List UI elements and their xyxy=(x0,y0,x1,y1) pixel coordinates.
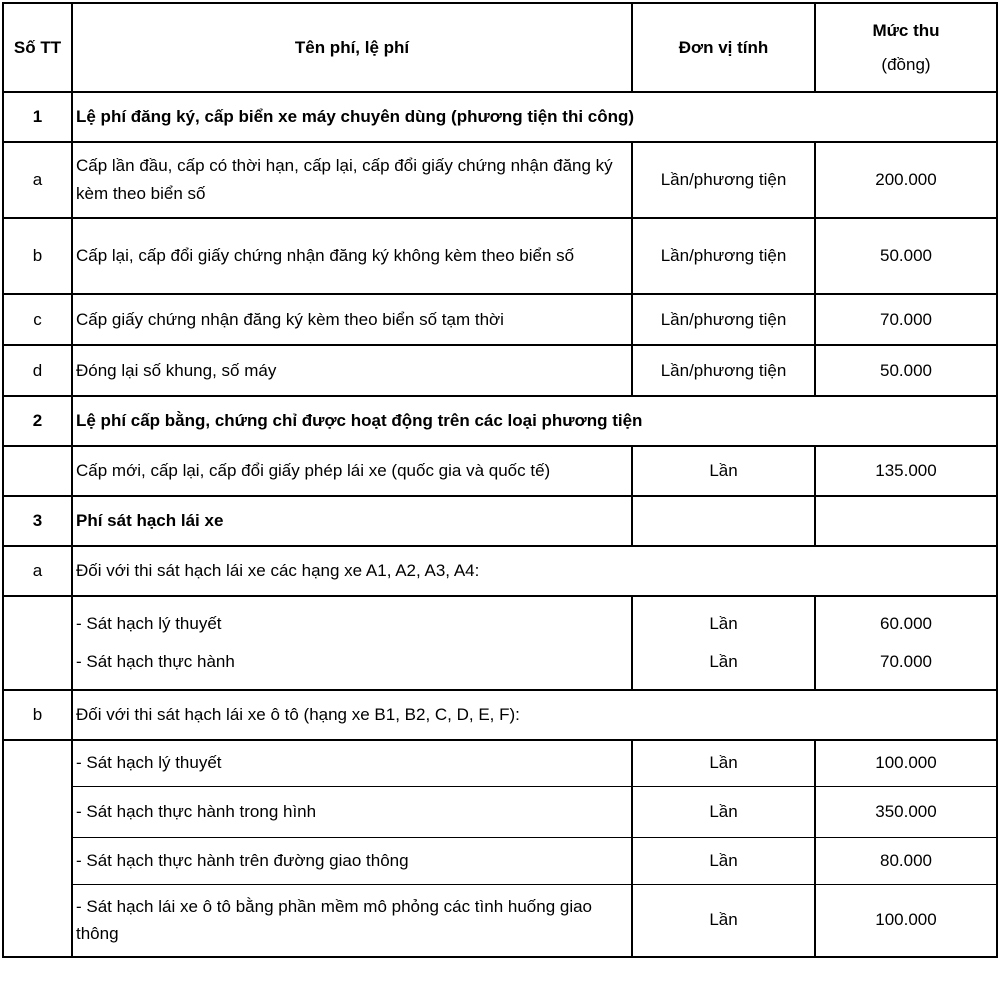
fee-row-3a-items xyxy=(3,596,997,690)
unit-cell: Lần xyxy=(632,740,815,786)
fee-name-cell: - Sát hạch lái xe ô tô bằng phần mềm mô phỏng các tình huống giao thông xyxy=(72,884,632,957)
section-title-cell: Lệ phí cấp bằng, chứng chỉ được hoạt động trên các loại phương tiện xyxy=(72,396,997,446)
fee-row-3b2 xyxy=(3,786,997,837)
col-header-amount-currency: (đồng) xyxy=(881,54,931,74)
unit-cell: Lần xyxy=(632,837,815,884)
fee-row-3b4 xyxy=(3,884,997,957)
amount-cell: 135.000 xyxy=(815,446,997,496)
row-number-cell xyxy=(3,446,72,496)
section-title-cell: Lệ phí đăng ký, cấp biển xe máy chuyên dùng (phương tiện thi công) xyxy=(72,92,997,142)
row-number-cell: a xyxy=(3,142,72,218)
row-number-cell: c xyxy=(3,294,72,345)
amount-cell: 350.000 xyxy=(815,786,997,837)
amount-cell xyxy=(815,596,997,690)
col-header-number: Số TT xyxy=(3,3,72,92)
fee-name-cell: Cấp lần đầu, cấp có thời hạn, cấp lại, cấp đổi giấy chứng nhận đăng ký kèm theo biển số xyxy=(72,142,632,218)
unit-cell: Lần/phương tiện xyxy=(632,294,815,345)
fee-row-2x xyxy=(3,446,997,496)
fee-row-1a xyxy=(3,142,997,218)
unit-cell: Lần xyxy=(632,786,815,837)
section-row-2 xyxy=(3,396,997,446)
fee-row-1b xyxy=(3,218,997,294)
subsection-title-cell: Đối với thi sát hạch lái xe ô tô (hạng xe B1, B2, C, D, E, F): xyxy=(72,690,997,740)
row-number-cell: b xyxy=(3,690,72,740)
unit-cell xyxy=(632,596,815,690)
fee-name-cell: Cấp lại, cấp đổi giấy chứng nhận đăng ký không kèm theo biển số xyxy=(72,218,632,294)
fee-name-cell xyxy=(72,596,632,690)
amount-cell: 50.000 xyxy=(815,218,997,294)
fee-name-cell: - Sát hạch thực hành trong hình xyxy=(72,786,632,837)
subsection-row-3a xyxy=(3,546,997,596)
fee-row-3b1 xyxy=(3,740,997,786)
fee-name-cell: Đóng lại số khung, số máy xyxy=(72,345,632,396)
unit-cell: Lần xyxy=(632,446,815,496)
unit-cell: Lần/phương tiện xyxy=(632,218,815,294)
unit-cell: Lần xyxy=(632,884,815,957)
section-row-1 xyxy=(3,92,997,142)
unit-cell: Lần/phương tiện xyxy=(632,345,815,396)
amount-line: 70.000 xyxy=(880,652,932,671)
subsection-row-3b xyxy=(3,690,997,740)
amount-cell: 80.000 xyxy=(815,837,997,884)
col-header-amount-title: Mức thu xyxy=(872,20,940,40)
fee-row-1d xyxy=(3,345,997,396)
subsection-title-cell: Đối với thi sát hạch lái xe các hạng xe A1, A2, A3, A4: xyxy=(72,546,997,596)
row-number-cell: a xyxy=(3,546,72,596)
row-number-cell: 1 xyxy=(3,92,72,142)
fee-name-cell: Cấp mới, cấp lại, cấp đổi giấy phép lái xe (quốc gia và quốc tế) xyxy=(72,446,632,496)
unit-line: Lần xyxy=(709,652,738,671)
amount-cell xyxy=(815,496,997,546)
section-row-3 xyxy=(3,496,997,546)
amount-cell: 200.000 xyxy=(815,142,997,218)
col-header-unit: Đơn vị tính xyxy=(632,3,815,92)
row-number-cell: 2 xyxy=(3,396,72,446)
table-header-row xyxy=(3,3,997,92)
amount-cell: 70.000 xyxy=(815,294,997,345)
col-header-fee-name: Tên phí, lệ phí xyxy=(72,3,632,92)
amount-line: 60.000 xyxy=(880,614,932,633)
col-header-amount xyxy=(815,3,997,92)
unit-cell: Lần/phương tiện xyxy=(632,142,815,218)
amount-cell: 50.000 xyxy=(815,345,997,396)
fee-row-3b3 xyxy=(3,837,997,884)
fee-name-cell: - Sát hạch thực hành trên đường giao thông xyxy=(72,837,632,884)
fees-table xyxy=(2,2,998,958)
unit-cell xyxy=(632,496,815,546)
row-number-cell: 3 xyxy=(3,496,72,546)
fee-name-cell: Cấp giấy chứng nhận đăng ký kèm theo biển số tạm thời xyxy=(72,294,632,345)
fee-name-cell: - Sát hạch lý thuyết xyxy=(72,740,632,786)
fee-row-1c xyxy=(3,294,997,345)
unit-line: Lần xyxy=(709,614,738,633)
section-title-cell: Phí sát hạch lái xe xyxy=(72,496,632,546)
fee-name-line: - Sát hạch lý thuyết xyxy=(76,614,222,633)
row-number-cell xyxy=(3,596,72,690)
fee-name-line: - Sát hạch thực hành xyxy=(76,652,235,671)
row-number-cell-merged xyxy=(3,740,72,957)
amount-cell: 100.000 xyxy=(815,884,997,957)
row-number-cell: b xyxy=(3,218,72,294)
amount-cell: 100.000 xyxy=(815,740,997,786)
row-number-cell: d xyxy=(3,345,72,396)
